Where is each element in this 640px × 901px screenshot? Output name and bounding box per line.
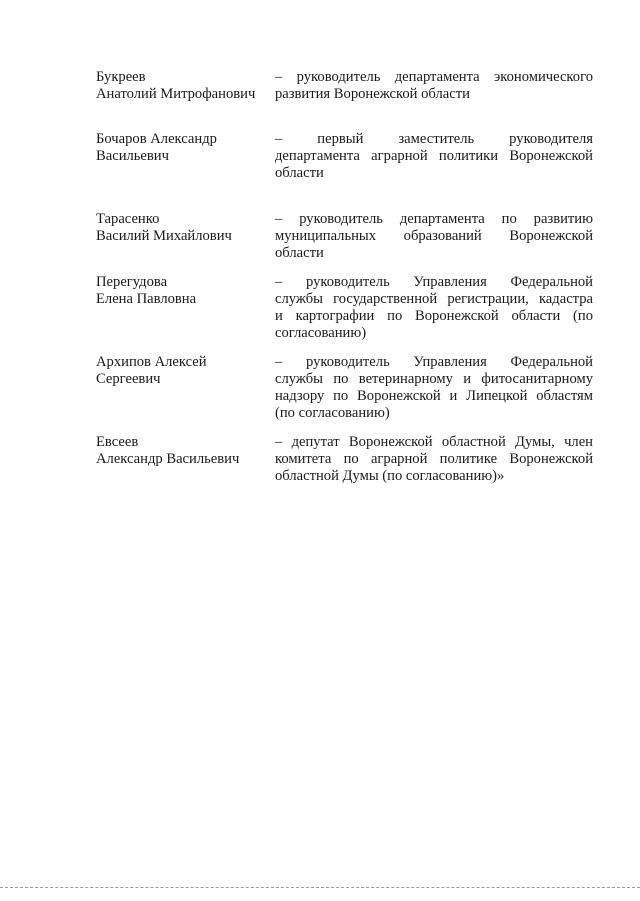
position-line: муниципальных образований Воронежской [275,228,593,244]
person-name [96,354,271,388]
name-line: Евсеев [96,434,139,450]
page-bottom-edge [0,887,640,888]
name-line: Елена Павловна [96,291,197,307]
name-line: Сергеевич [96,371,161,387]
name-line: Васильевич [96,148,169,164]
name-line: Букреев [96,69,146,85]
position-line: – депутат Воронежской областной Думы, член [275,434,593,450]
position-line: области [275,165,324,181]
name-line: Бочаров Александр [96,131,217,147]
position-line: департамента аграрной политики Воронежской [275,148,593,164]
person-position [275,211,593,262]
person-name [96,211,271,245]
position-line: комитета по аграрной политике Воронежской [275,451,593,467]
name-line: Тарасенко [96,211,160,227]
person-name [96,434,271,468]
position-line: надзору по Воронежской и Липецкой областям [275,388,593,404]
name-line: Василий Михайлович [96,228,232,244]
person-position [275,434,593,485]
position-line: развития Воронежской области [275,86,470,102]
position-line: – руководитель Управления Федеральной [275,274,593,290]
position-line: области [275,245,324,261]
position-line: согласованию) [275,325,367,341]
position-line: – первый заместитель руководителя [275,131,593,147]
name-line: Александр Васильевич [96,451,240,467]
position-line: (по согласованию) [275,405,390,421]
position-line: – руководитель Управления Федеральной [275,354,593,370]
name-line: Перегудова [96,274,168,290]
position-line: службы государственной регистрации, кадастра [275,291,593,307]
position-line: – руководитель департамента экономического [275,69,593,85]
person-name [96,131,271,165]
person-position [275,274,593,342]
name-line: Архипов Алексей [96,354,207,370]
position-line: – руководитель департамента по развитию [275,211,593,227]
person-position [275,131,593,182]
name-line: Анатолий Митрофанович [96,86,256,102]
person-position [275,354,593,422]
position-line: службы по ветеринарному и фитосанитарному [275,371,593,387]
person-name [96,274,271,308]
person-name [96,69,271,103]
position-line: и картографии по Воронежской области (по [275,308,593,324]
position-line: областной Думы (по согласованию)» [275,468,505,484]
person-position [275,69,593,103]
